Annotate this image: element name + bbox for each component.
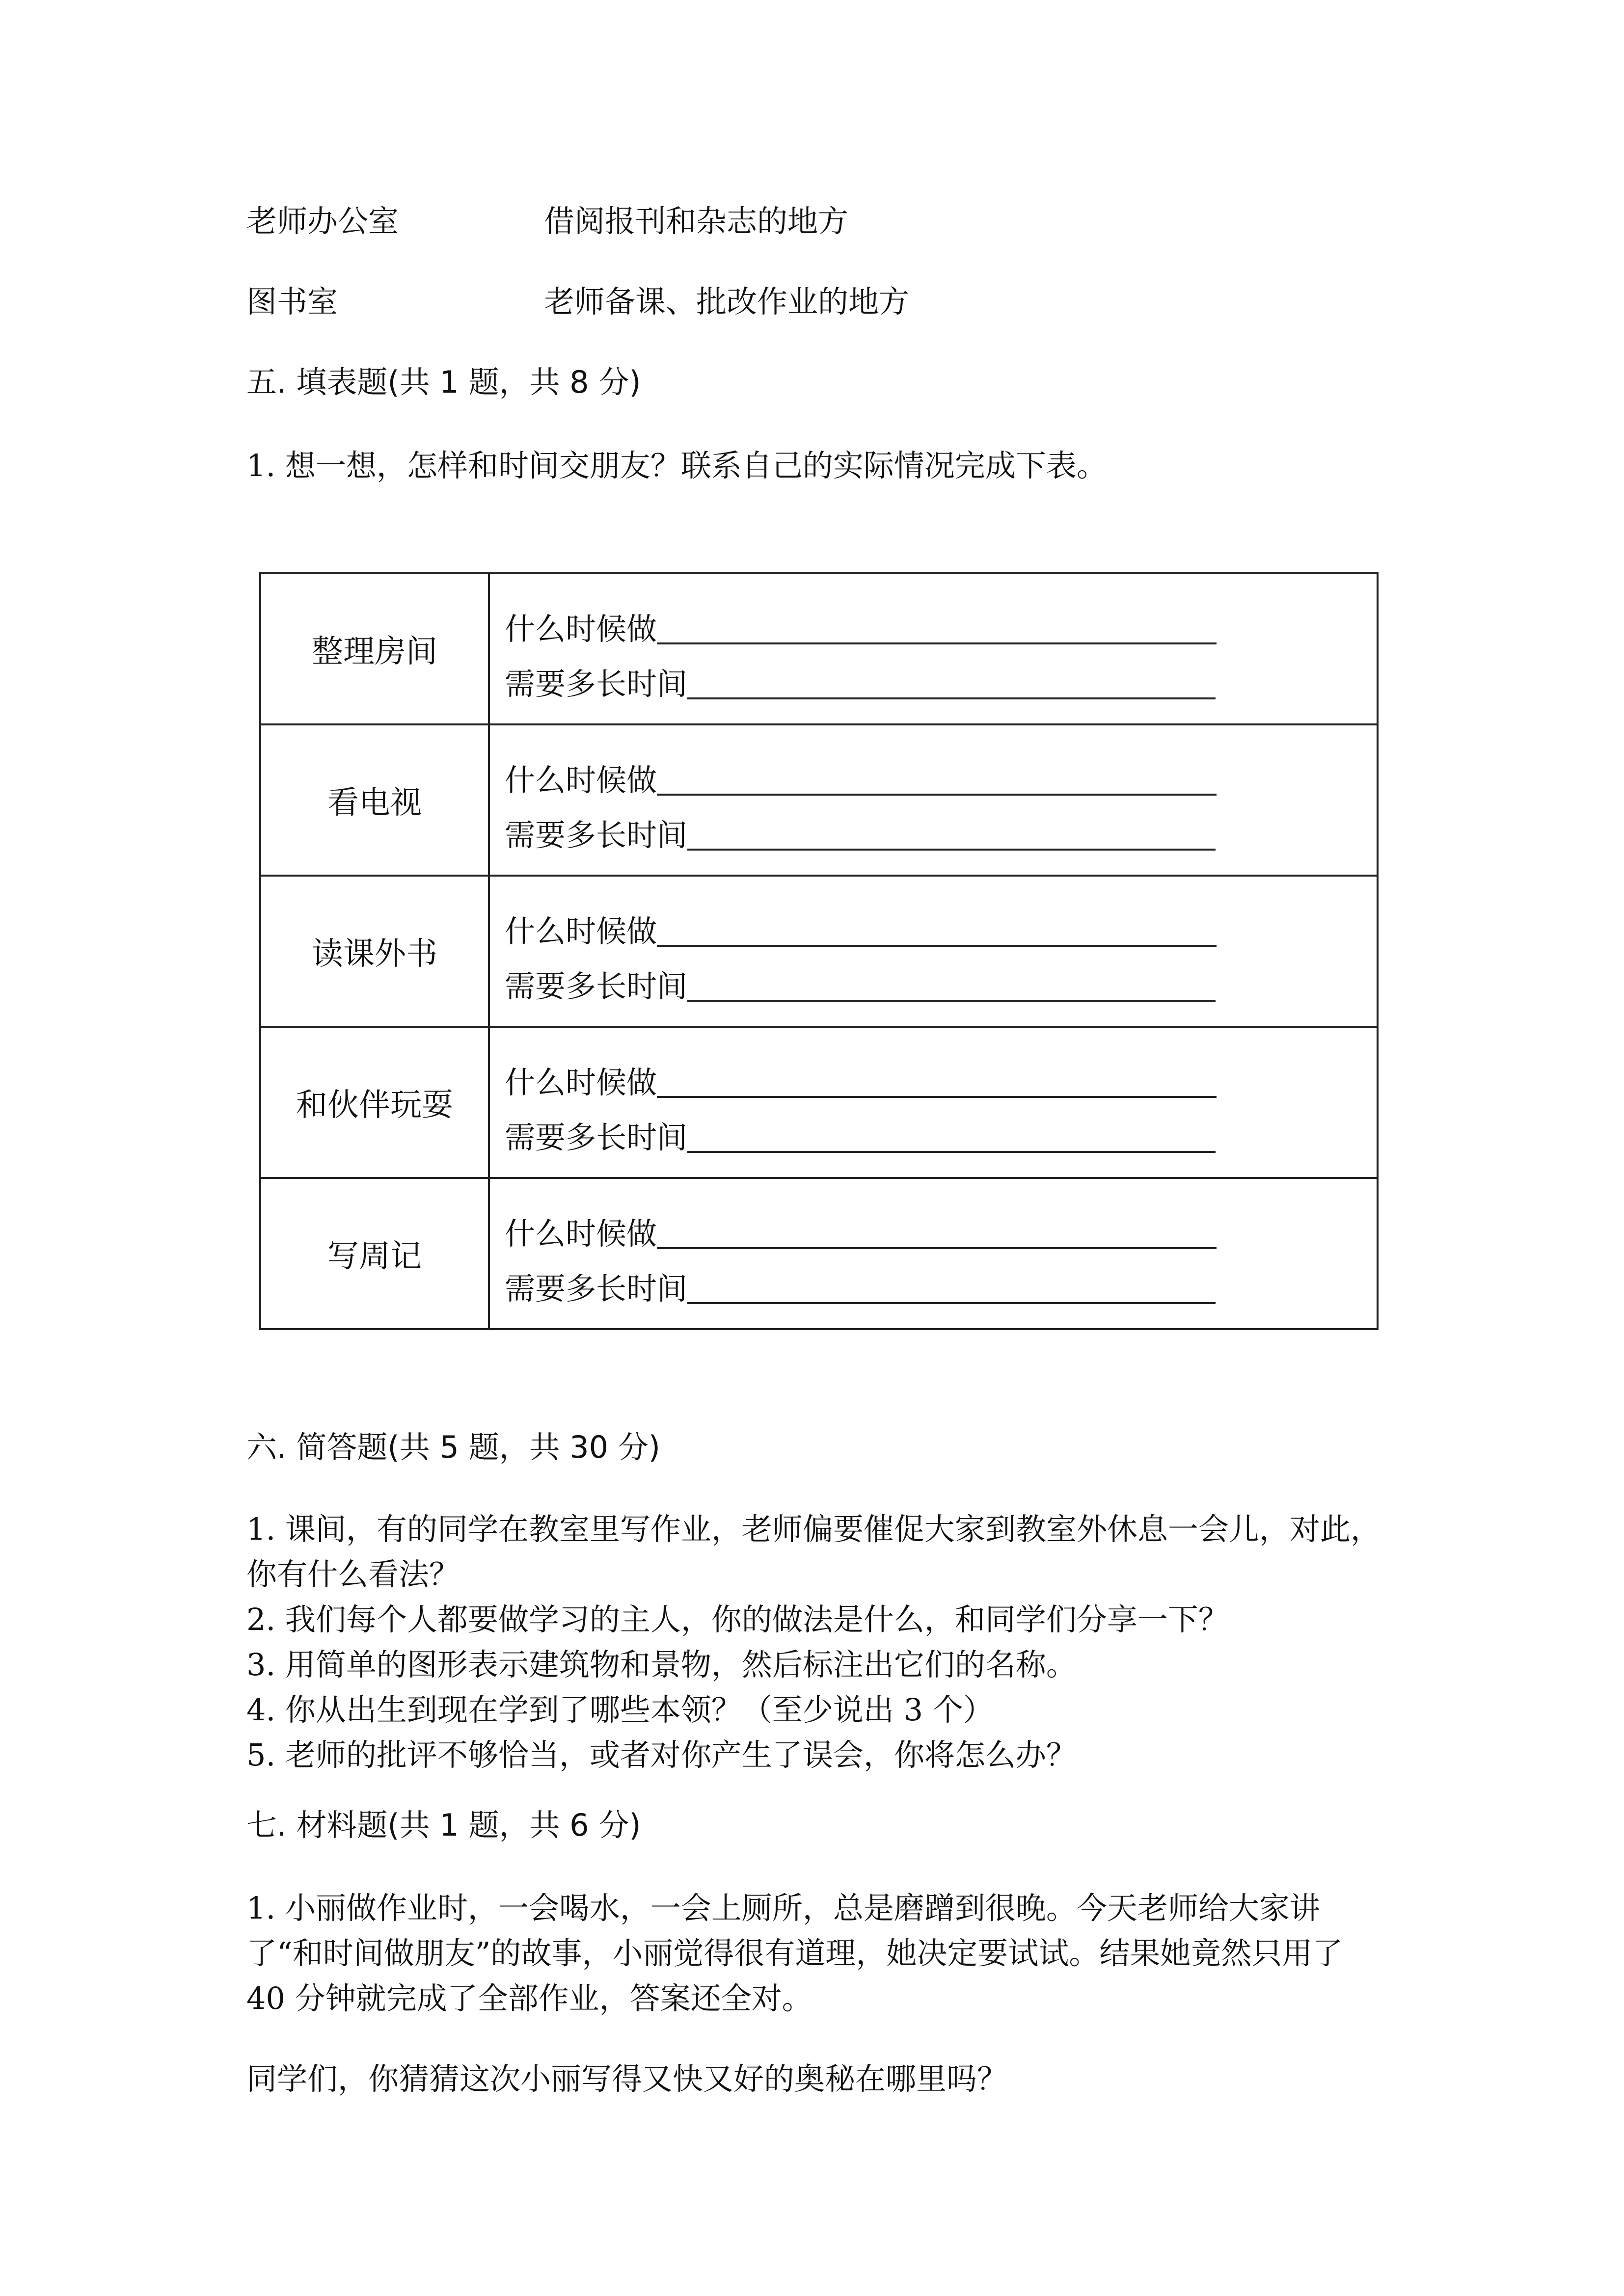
table-row — [260, 876, 1378, 1027]
match-right-item-2: 老师备课、批改作业的地方 — [544, 284, 910, 320]
answer-line — [687, 998, 1216, 1002]
when-label: 什么时候做 — [505, 913, 657, 949]
duration-label: 需要多长时间 — [505, 968, 688, 1004]
duration-field[interactable] — [505, 1253, 1377, 1308]
answer-line — [687, 1149, 1216, 1153]
duration-label: 需要多长时间 — [505, 1271, 688, 1307]
when-field[interactable] — [505, 1048, 1377, 1102]
answer-line — [687, 847, 1216, 851]
table-row — [260, 573, 1378, 724]
answer-line — [657, 1245, 1217, 1249]
short-answer-question-4: 4. 你从出生到现在学到了哪些本领？（至少说出 3 个） — [246, 1692, 994, 1728]
section-6-heading: 六. 简答题(共 5 题，共 30 分) — [246, 1429, 660, 1465]
short-answer-question-5: 5. 老师的批评不够恰当，或者对你产生了误会，你将怎么办？ — [246, 1737, 1077, 1773]
when-label: 什么时候做 — [505, 611, 657, 647]
fields-cell — [489, 876, 1378, 1027]
duration-field[interactable] — [505, 1102, 1377, 1157]
short-answer-question-3: 3. 用简单的图形表示建筑物和景物，然后标注出它们的名称。 — [246, 1647, 1077, 1682]
activity-cell: 看电视 — [260, 724, 489, 876]
short-answer-question-1: 1. 课间，有的同学在教室里写作业，老师偏要催促大家到教室外休息一会儿，对此，你有什么看法？ — [246, 1511, 1381, 1592]
activity-cell: 写周记 — [260, 1178, 489, 1329]
duration-label: 需要多长时间 — [505, 666, 688, 702]
when-field[interactable] — [505, 746, 1377, 800]
activity-cell: 读课外书 — [260, 876, 489, 1027]
match-left-item-1: 老师办公室 — [246, 203, 399, 239]
duration-label: 需要多长时间 — [505, 817, 688, 853]
material-passage: 1. 小丽做作业时，一会喝水，一会上厕所，总是磨蹭到很晚。今天老师给大家讲了“和时间做朋友”的故事，小丽觉得很有道理，她决定要试试。结果她竟然只用了 40 分钟就完成了全部作业，答案还全对。 — [246, 1890, 1343, 2016]
duration-field[interactable] — [505, 648, 1377, 703]
fields-cell — [489, 573, 1378, 724]
answer-line — [657, 641, 1217, 644]
when-label: 什么时候做 — [505, 1065, 657, 1100]
fields-cell — [489, 1027, 1378, 1178]
activity-cell: 整理房间 — [260, 573, 489, 724]
answer-line — [687, 1300, 1216, 1304]
activity-cell: 和伙伴玩耍 — [260, 1027, 489, 1178]
section-5-heading: 五. 填表题(共 1 题，共 8 分) — [246, 364, 641, 400]
when-label: 什么时候做 — [505, 1216, 657, 1252]
short-answer-question-2: 2. 我们每个人都要做学习的主人，你的做法是什么，和同学们分享一下？ — [246, 1602, 1229, 1637]
when-field[interactable] — [505, 1199, 1377, 1253]
table-row — [260, 1178, 1378, 1329]
answer-line — [657, 943, 1217, 947]
time-plan-table — [259, 572, 1379, 1330]
answer-line — [687, 695, 1216, 699]
section-5-question: 1. 想一想，怎样和时间交朋友？联系自己的实际情况完成下表。 — [246, 448, 1107, 483]
table-row — [260, 724, 1378, 876]
fields-cell — [489, 1178, 1378, 1329]
answer-line — [657, 1094, 1217, 1098]
duration-field[interactable] — [505, 800, 1377, 854]
table-row — [260, 1027, 1378, 1178]
duration-field[interactable] — [505, 951, 1377, 1006]
when-field[interactable] — [505, 594, 1377, 648]
match-right-item-1: 借阅报刊和杂志的地方 — [544, 203, 849, 239]
duration-label: 需要多长时间 — [505, 1120, 688, 1155]
section-7-heading: 七. 材料题(共 1 题，共 6 分) — [246, 1807, 641, 1843]
fields-cell — [489, 724, 1378, 876]
when-label: 什么时候做 — [505, 762, 657, 798]
match-left-item-2: 图书室 — [246, 284, 338, 320]
answer-line — [657, 792, 1217, 796]
material-question: 同学们，你猜猜这次小丽写得又快又好的奥秘在哪里吗？ — [246, 2061, 1008, 2097]
when-field[interactable] — [505, 897, 1377, 951]
